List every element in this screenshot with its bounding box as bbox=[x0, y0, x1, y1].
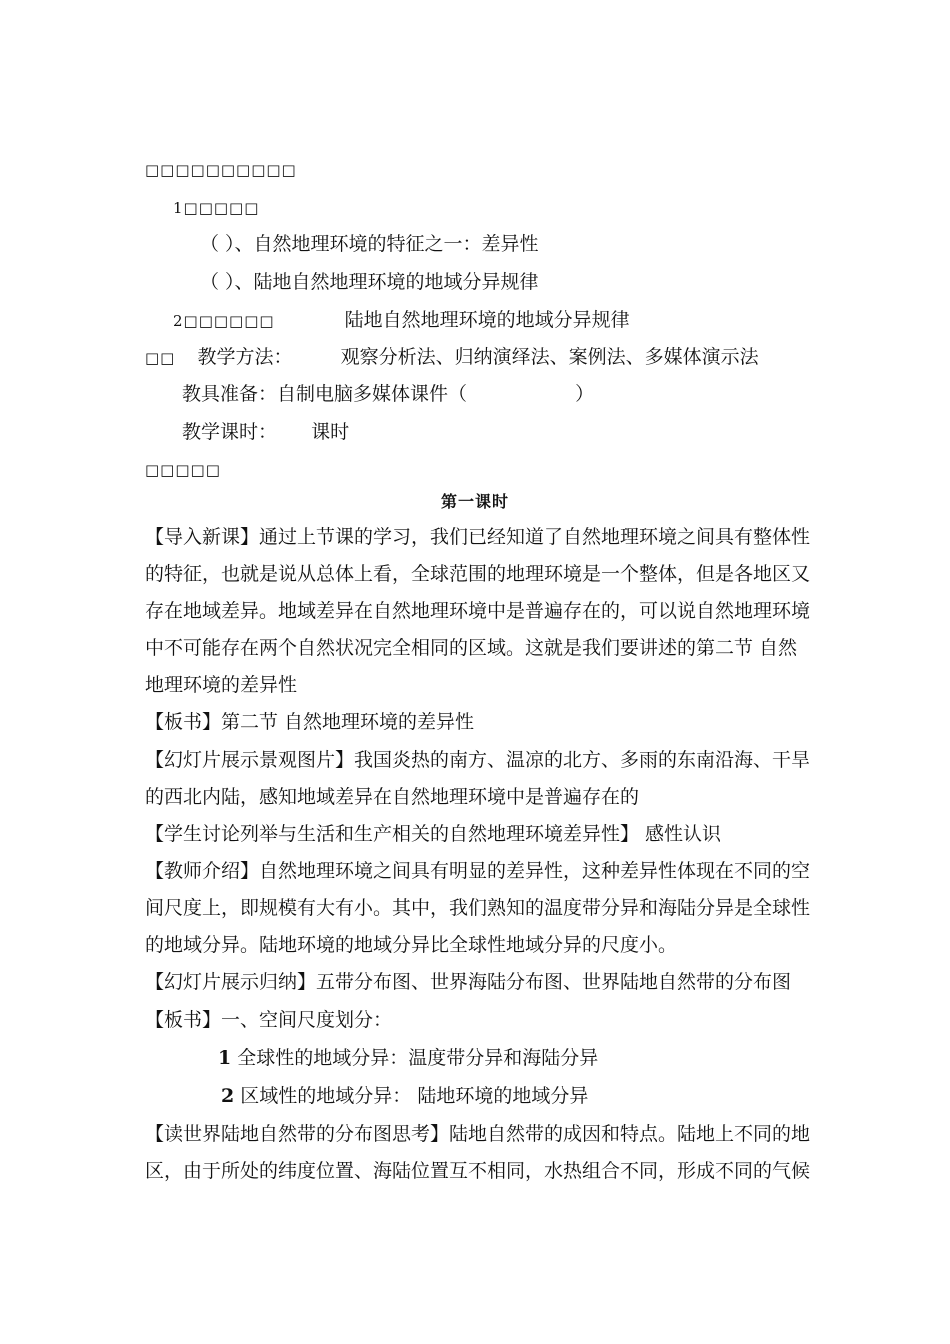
point2-label: 2□□□□□□ bbox=[173, 312, 275, 330]
body-line: 【导入新课】通过上节课的学习，我们已经知道了自然地理环境之间具有整体性 bbox=[145, 526, 811, 548]
sub-item-1 bbox=[218, 1045, 598, 1071]
lesson-title: 第一课时 bbox=[440, 492, 509, 511]
point1-item-2: （ ）、陆地自然地理环境的地域分异规律 bbox=[200, 271, 539, 293]
hours-text: 课时 bbox=[311, 421, 350, 443]
body-line: 【读世界陆地自然带的分布图思考】陆地自然带的成因和特点。陆地上不同的地 bbox=[145, 1123, 811, 1145]
body-line: 【幻灯片展示归纳】五带分布图、世界海陆分布图、世界陆地自然带的分布图 bbox=[145, 971, 792, 993]
sub-item-number: 2 bbox=[221, 1085, 235, 1107]
body-line: 存在地域差异。地域差异在自然地理环境中是普遍存在的，可以说自然地理环境 bbox=[145, 600, 811, 622]
method-prefix: □□ bbox=[145, 349, 176, 367]
method-label: 教学方法： bbox=[197, 346, 293, 368]
point2-row bbox=[173, 307, 630, 334]
point2-text: 陆地自然地理环境的地域分异规律 bbox=[344, 309, 630, 331]
sub-item-text: 区域性的地域分异： 陆地环境的地域分异 bbox=[240, 1085, 589, 1107]
tools-row bbox=[182, 381, 594, 407]
body-line: 【板书】一、空间尺度划分： bbox=[145, 1009, 393, 1031]
method-row bbox=[145, 344, 759, 371]
body-line: 间尺度上，即规模有大有小。其中，我们熟知的温度带分异和海陆分异是全球性 bbox=[145, 897, 811, 919]
method-text: 观察分析法、归纳演绎法、案例法、多媒体演示法 bbox=[340, 346, 759, 368]
point1-label: 1□□□□□ bbox=[173, 199, 260, 217]
tools-label: 教具准备：自制电脑多媒体课件（ bbox=[182, 383, 468, 405]
body-line: 区，由于所处的纬度位置、海陆位置互不相同，水热组合不同，形成不同的气候 bbox=[145, 1160, 811, 1182]
body-line: 的特征，也就是说从总体上看，全球范围的地理环境是一个整体，但是各地区又 bbox=[145, 563, 811, 585]
body-line: 【学生讨论列举与生活和生产相关的自然地理环境差异性】 感性认识 bbox=[145, 823, 722, 845]
body-line: 【教师介绍】自然地理环境之间具有明显的差异性，这种差异性体现在不同的空 bbox=[145, 860, 811, 882]
sub-item-number: 1 bbox=[218, 1047, 232, 1069]
process-heading: □□□□□ bbox=[145, 461, 221, 479]
sub-item-text: 全球性的地域分异：温度带分异和海陆分异 bbox=[237, 1047, 599, 1069]
tools-close: ） bbox=[575, 383, 595, 405]
sub-item-2 bbox=[221, 1083, 588, 1109]
body-line: 中不可能存在两个自然状况完全相同的区域。这就是我们要讲述的第二节 自然 bbox=[145, 637, 798, 659]
hours-row bbox=[182, 419, 349, 445]
hours-label: 教学课时： bbox=[182, 421, 278, 443]
section-heading: □□□□□□□□□□ bbox=[145, 161, 297, 179]
body-line: 【板书】第二节 自然地理环境的差异性 bbox=[145, 711, 475, 733]
body-line: 地理环境的差异性 bbox=[145, 674, 298, 696]
point1-item-1: （ ）、自然地理环境的特征之一：差异性 bbox=[200, 233, 539, 255]
body-line: 的地域分异。陆地环境的地域分异比全球性地域分异的尺度小。 bbox=[145, 934, 678, 956]
body-line: 【幻灯片展示景观图片】我国炎热的南方、温凉的北方、多雨的东南沿海、干旱 bbox=[145, 749, 811, 771]
body-line: 的西北内陆，感知地域差异在自然地理环境中是普遍存在的 bbox=[145, 786, 640, 808]
